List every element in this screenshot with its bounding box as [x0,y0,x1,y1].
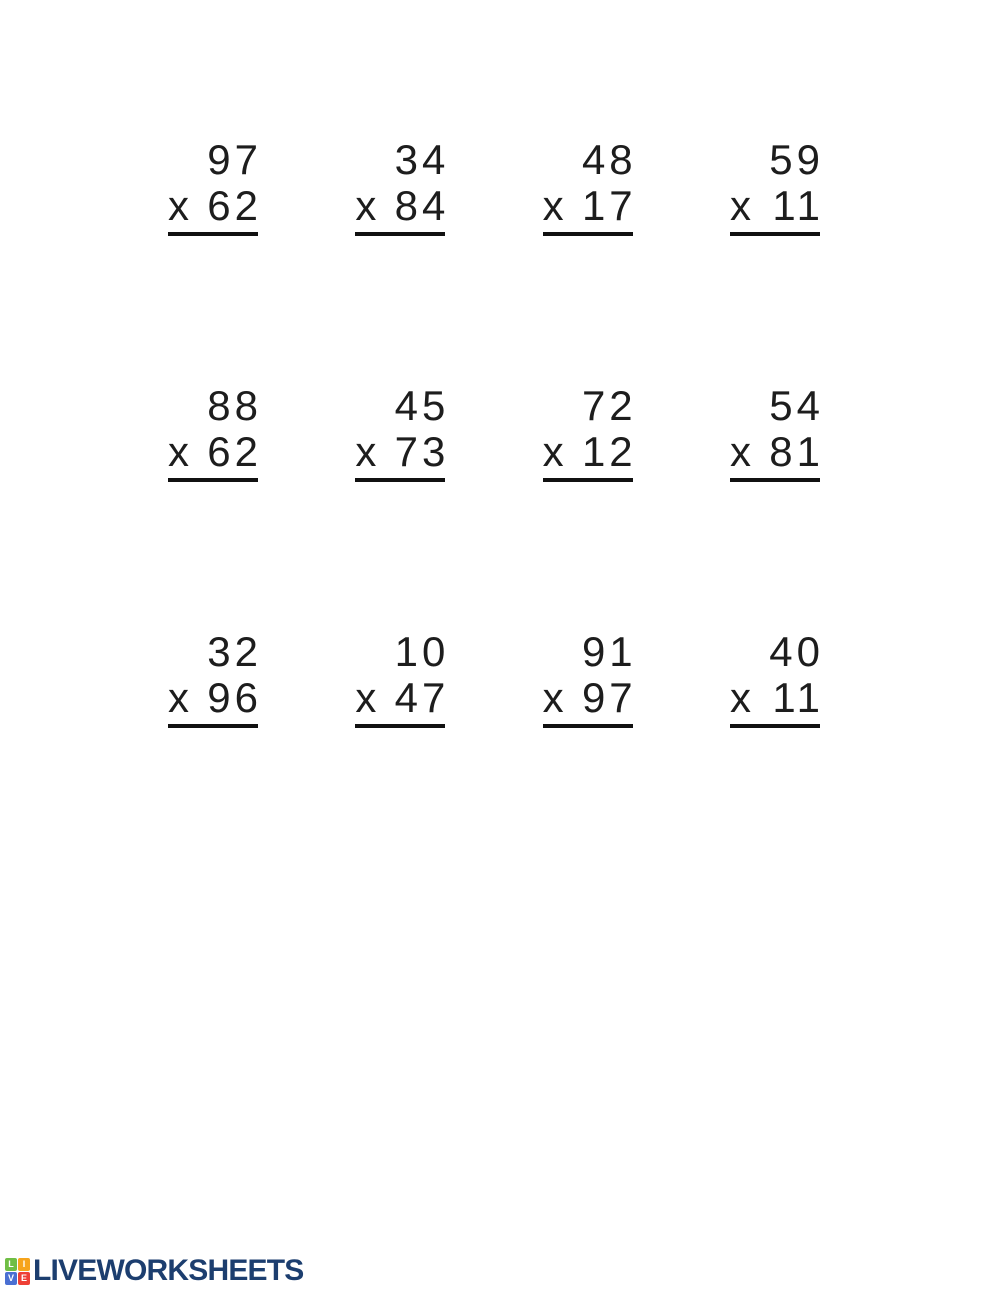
multiplier-row [542,427,637,483]
problem-11 [542,628,637,876]
multiplier: 62 [207,181,262,229]
multiplier: 84 [394,181,450,229]
multiplicand: 10 [394,628,450,675]
multiplier: 73 [394,427,450,475]
problem-9 [168,628,262,876]
multiplicand: 40 [769,628,824,675]
multiplier-row [729,673,824,729]
problem-2 [355,136,450,384]
multiplier: 81 [769,427,824,475]
multiplier: 47 [394,673,450,721]
multiply-operator: x [542,427,564,475]
multiplicand: 91 [581,628,637,675]
multiplicand: 34 [394,136,450,183]
multiplicand: 59 [769,136,824,183]
multiplier-row [542,181,637,237]
multiplier: 96 [207,673,262,721]
tile-letter-v: V [5,1272,17,1285]
tile-letter-i: I [18,1258,30,1271]
problem-3 [542,136,637,384]
problem-8 [729,382,824,630]
multiply-operator: x [729,673,751,721]
problem-7 [542,382,637,630]
multiply-operator: x [729,181,751,229]
problem-10 [355,628,450,876]
multiplier-row [168,181,262,237]
multiplicand: 54 [769,382,824,429]
tile-letter-e: E [18,1272,30,1285]
problem-5 [168,382,262,630]
multiplicand: 48 [581,136,637,183]
multiplication-problems-grid [168,136,824,876]
problem-6 [355,382,450,630]
multiplicand: 45 [394,382,450,429]
multiply-operator: x [355,181,377,229]
multiplier-row [168,427,262,483]
multiplier: 12 [581,427,637,475]
multiplier-row [355,181,450,237]
liveworksheets-tiles-icon [5,1258,30,1285]
multiplier-row [729,427,824,483]
tile-letter-l: L [5,1258,17,1271]
multiplier-row [355,427,450,483]
multiply-operator: x [729,427,751,475]
multiplier: 11 [772,673,824,721]
multiplier-row [729,181,824,237]
multiply-operator: x [542,673,564,721]
multiplier-row [355,673,450,729]
multiplier: 97 [581,673,637,721]
multiply-operator: x [355,427,377,475]
multiplier-row [542,673,637,729]
multiply-operator: x [542,181,564,229]
multiplier: 11 [772,181,824,229]
multiply-operator: x [168,181,189,229]
liveworksheets-wordmark: LIVEWORKSHEETS [33,1254,304,1287]
problem-4 [729,136,824,384]
liveworksheets-logo[interactable] [5,1256,304,1286]
problem-1 [168,136,262,384]
multiply-operator: x [168,673,189,721]
multiplier: 17 [581,181,637,229]
multiplicand: 88 [207,382,262,429]
problem-12 [729,628,824,876]
multiply-operator: x [355,673,377,721]
multiplicand: 32 [207,628,262,675]
multiplier-row [168,673,262,729]
multiply-operator: x [168,427,189,475]
multiplicand: 97 [207,136,262,183]
multiplier: 62 [207,427,262,475]
multiplicand: 72 [581,382,637,429]
